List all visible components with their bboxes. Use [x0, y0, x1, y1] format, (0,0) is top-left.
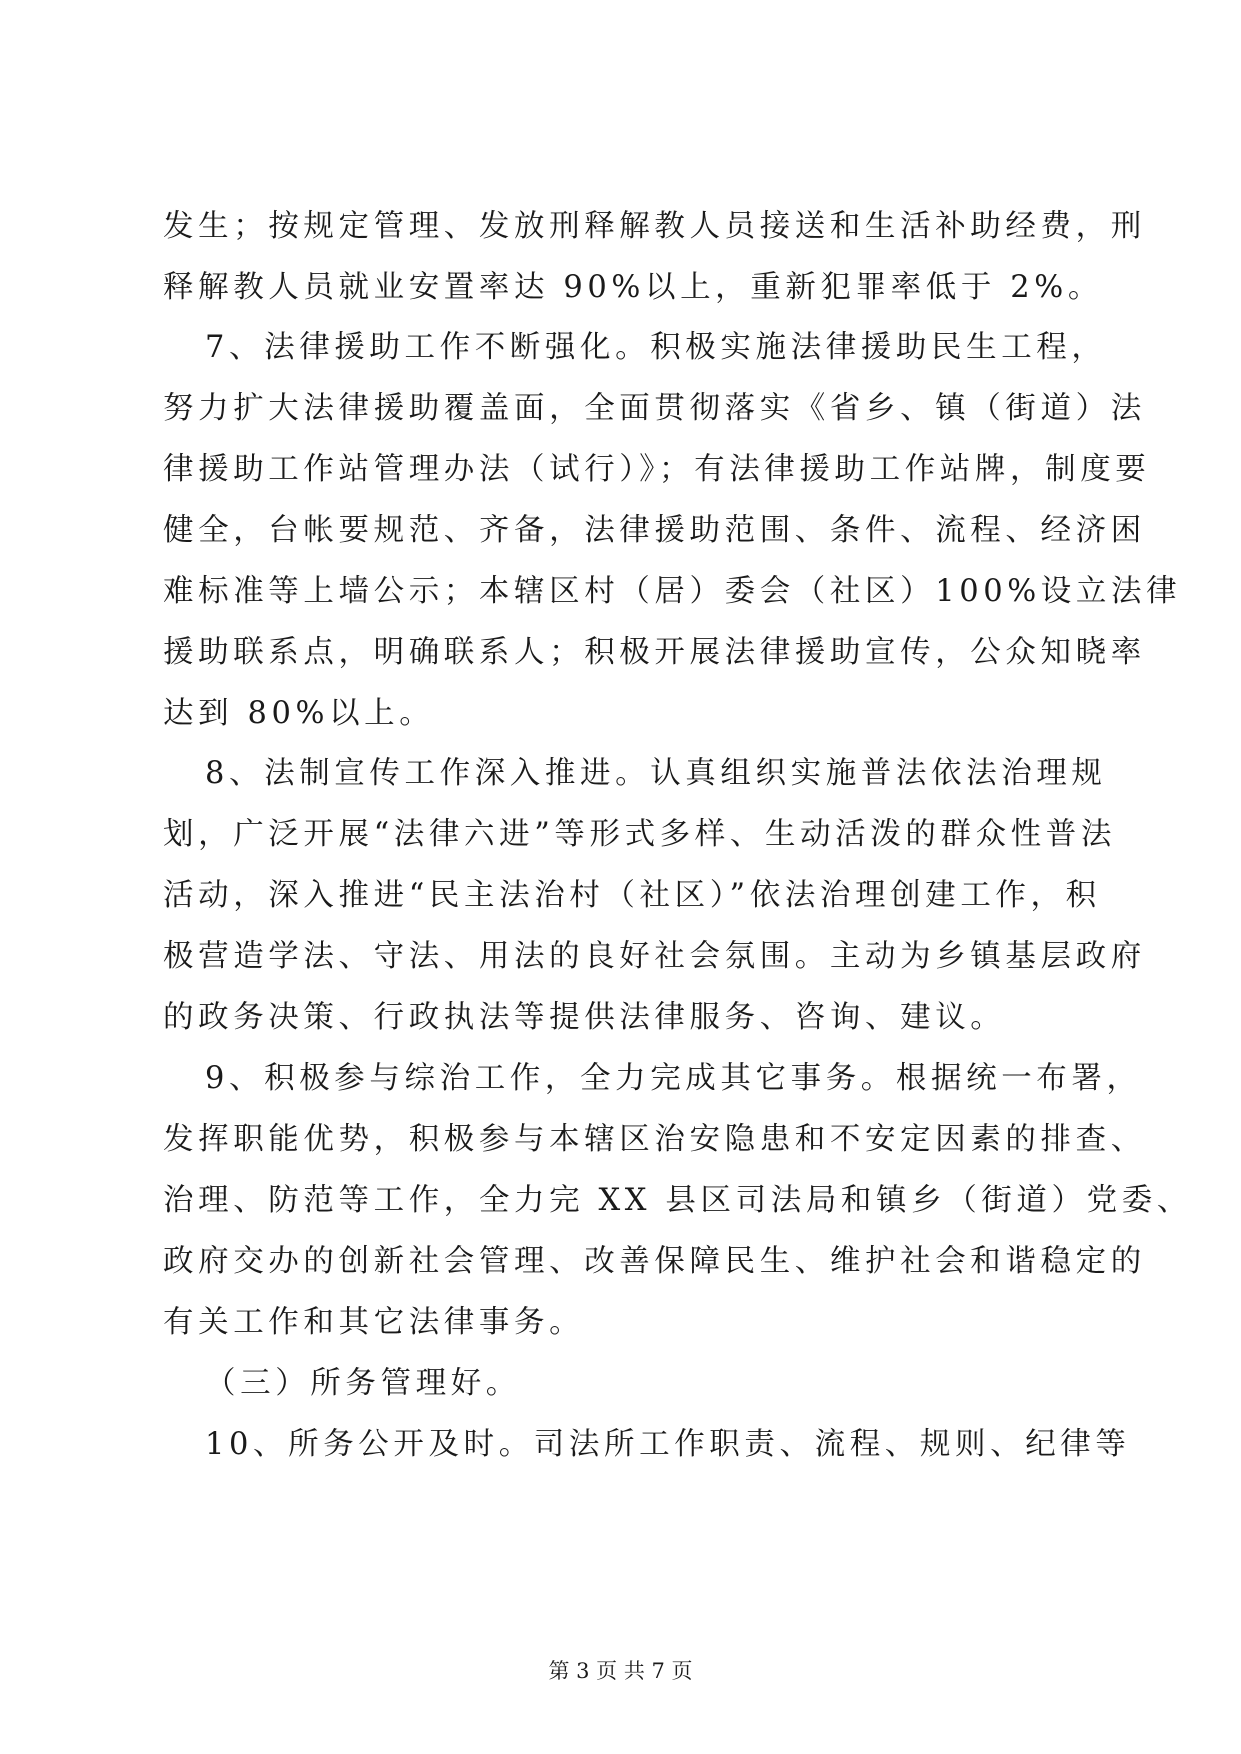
text-line: 政府交办的创新社会管理、改善保障民生、维护社会和谐稳定的 — [163, 1244, 1146, 1279]
page-number-footer: 第 3 页 共 7 页 — [548, 1659, 693, 1683]
paragraph-first-line: 10、所务公开及时。司法所工作职责、流程、规则、纪律等 — [205, 1427, 1131, 1462]
section-heading: （三）所务管理好。 — [205, 1366, 521, 1401]
paragraph-first-line: 8、法制宣传工作深入推进。认真组织实施普法依法治理规 — [205, 756, 1107, 791]
text-line: 发生；按规定管理、发放刑释解教人员接送和生活补助经费，刑 — [163, 209, 1146, 244]
text-line: 活动，深入推进“民主法治村（社区）”依法治理创建工作，积 — [163, 878, 1101, 913]
paragraph-first-line: 7、法律援助工作不断强化。积极实施法律援助民生工程， — [205, 330, 1107, 365]
text-line: 发挥职能优势，积极参与本辖区治安隐患和不安定因素的排查、 — [163, 1122, 1146, 1157]
text-line: 有关工作和其它法律事务。 — [163, 1305, 585, 1340]
text-line: 极营造学法、守法、用法的良好社会氛围。主动为乡镇基层政府 — [163, 939, 1146, 974]
text-line: 难标准等上墙公示；本辖区村（居）委会（社区）100%设立法律 — [163, 574, 1182, 609]
text-line: 治理、防范等工作，全力完 XX 县区司法局和镇乡（街道）党委、 — [163, 1183, 1192, 1218]
text-line: 律援助工作站管理办法（试行）》；有法律援助工作站牌，制度要 — [163, 452, 1151, 487]
paragraph-first-line: 9、积极参与综治工作，全力完成其它事务。根据统一布署， — [205, 1061, 1142, 1096]
text-line: 健全，台帐要规范、齐备，法律援助范围、条件、流程、经济困 — [163, 513, 1146, 548]
text-line: 援助联系点，明确联系人；积极开展法律援助宣传，公众知晓率 — [163, 635, 1146, 670]
text-line: 释解教人员就业安置率达 90%以上，重新犯罪率低于 2%。 — [163, 270, 1103, 305]
text-line: 划，广泛开展“法律六进”等形式多样、生动活泼的群众性普法 — [163, 817, 1116, 852]
text-line: 达到 80%以上。 — [163, 696, 435, 731]
text-line: 努力扩大法律援助覆盖面，全面贯彻落实《省乡、镇（街道）法 — [163, 391, 1146, 426]
text-line: 的政务决策、行政执法等提供法律服务、咨询、建议。 — [163, 1000, 1006, 1035]
